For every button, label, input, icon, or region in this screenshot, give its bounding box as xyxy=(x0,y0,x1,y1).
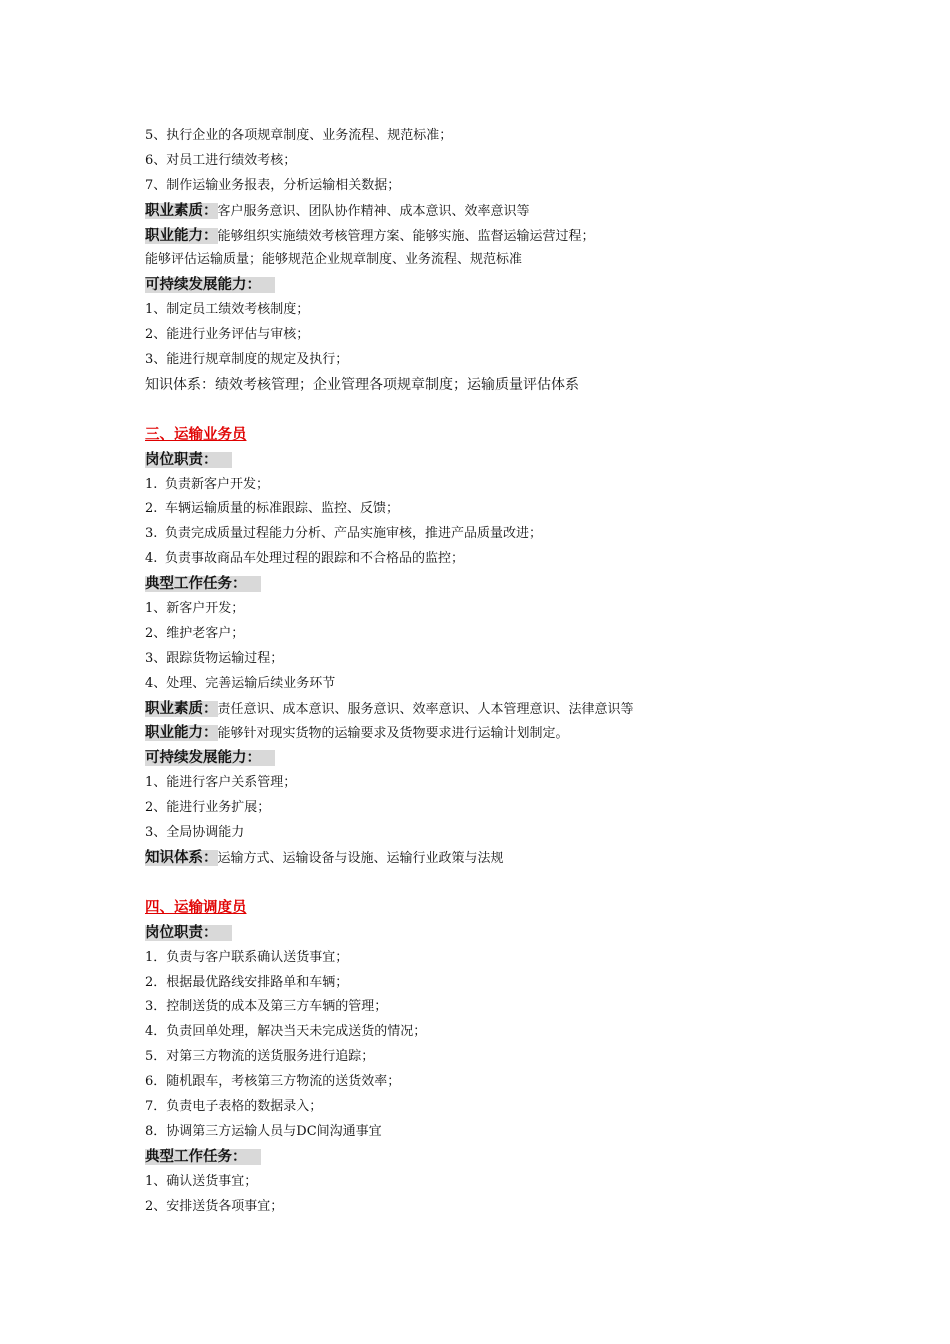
ability-text: 能够组织实施绩效考核管理方案、能够实施、监督运输运营过程； xyxy=(217,228,595,244)
list-item: 6．随机跟车，考核第三方物流的送货效率； xyxy=(145,1074,401,1090)
knowledge-line xyxy=(145,846,845,871)
quality-label: 职业素质： xyxy=(145,700,218,717)
item-number: 4. xyxy=(145,551,158,567)
spacer xyxy=(145,871,845,896)
quality-label: 职业素质： xyxy=(145,202,218,219)
quality-line xyxy=(145,199,845,224)
list-item: 8．协调第三方运输人员与DC间沟通事宜 xyxy=(145,1123,382,1139)
section-4-title: 四、运输调度员 xyxy=(145,899,247,916)
list-item: 7．负责电子表格的数据录入； xyxy=(145,1098,323,1114)
document-page xyxy=(145,124,845,1219)
list-item: 1．负责与客户联系确认送货事宜； xyxy=(145,949,349,965)
list-item: 2、安排送货各项事宜； xyxy=(145,1198,284,1214)
item-number: 3. xyxy=(145,526,158,542)
ability-line xyxy=(145,224,845,249)
ability-line xyxy=(145,721,845,746)
ability-label: 职业能力： xyxy=(145,227,218,244)
list-item: 2、能进行业务评估与审核； xyxy=(145,327,310,343)
sustain-heading xyxy=(145,746,845,771)
quality-text: 责任意识、成本意识、服务意识、效率意识、人本管理意识、法律意识等 xyxy=(217,701,634,717)
list-item: 2、维护老客户； xyxy=(145,625,245,641)
item-text: 负责事故商品车处理过程的跟踪和不合格品的监控； xyxy=(165,551,465,567)
list-item xyxy=(145,473,845,498)
sustain-label: 可持续发展能力： xyxy=(145,277,275,293)
list-item: 3．控制送货的成本及第三方车辆的管理； xyxy=(145,999,388,1015)
list-item: 5、执行企业的各项规章制度、业务流程、规范标准； xyxy=(145,128,453,143)
list-item xyxy=(145,497,845,522)
duty-heading xyxy=(145,448,845,473)
item-number: 2. xyxy=(145,501,158,517)
list-item: 1、确认送货事宜； xyxy=(145,1173,258,1189)
sustain-label: 可持续发展能力： xyxy=(145,750,275,766)
item-text: 车辆运输质量的标准跟踪、监控、反馈； xyxy=(165,501,400,517)
list-item: 1、制定员工绩效考核制度； xyxy=(145,302,310,318)
task-heading xyxy=(145,1145,845,1170)
knowledge-line: 知识体系：绩效考核管理；企业管理各项规章制度；运输质量评估体系 xyxy=(145,376,579,393)
ability-text: 能够针对现实货物的运输要求及货物要求进行运输计划制定。 xyxy=(217,726,569,742)
item-text: 负责新客户开发； xyxy=(165,476,270,492)
list-item xyxy=(145,547,845,572)
list-item: 4．负责回单处理，解决当天未完成送货的情况； xyxy=(145,1024,427,1040)
section-3-title: 三、运输业务员 xyxy=(145,426,247,443)
knowledge-label: 知识体系： xyxy=(145,849,218,866)
list-item: 3、能进行规章制度的规定及执行； xyxy=(145,352,349,368)
item-number: 1. xyxy=(145,476,158,492)
item-text: 负责完成质量过程能力分析、产品实施审核，推进产品质量改进； xyxy=(165,526,543,542)
task-heading xyxy=(145,572,845,597)
duty-label: 岗位职责： xyxy=(145,452,232,468)
list-item: 7、制作运输业务报表，分析运输相关数据； xyxy=(145,177,401,193)
list-item: 5．对第三方物流的送货服务进行追踪； xyxy=(145,1049,375,1065)
sustain-heading xyxy=(145,273,845,298)
list-item: 6、对员工进行绩效考核； xyxy=(145,152,297,168)
duty-heading xyxy=(145,921,845,946)
list-item: 1、新客户开发； xyxy=(145,601,245,617)
task-label: 典型工作任务： xyxy=(145,1149,261,1165)
spacer xyxy=(145,398,845,423)
list-item: 2．根据最优路线安排路单和车辆； xyxy=(145,974,349,990)
knowledge-text: 运输方式、运输设备与设施、运输行业政策与法规 xyxy=(217,850,504,866)
list-item: 3、全局协调能力 xyxy=(145,825,245,841)
task-label: 典型工作任务： xyxy=(145,576,261,592)
list-item: 3、跟踪货物运输过程； xyxy=(145,650,284,666)
list-item: 1、能进行客户关系管理； xyxy=(145,775,297,791)
list-item: 2、能进行业务扩展； xyxy=(145,800,271,816)
duty-label: 岗位职责： xyxy=(145,925,232,941)
ability-continuation: 能够评估运输质量；能够规范企业规章制度、业务流程、规范标准 xyxy=(145,252,523,268)
section-title xyxy=(145,896,845,921)
section-title xyxy=(145,423,845,448)
quality-line xyxy=(145,697,845,722)
ability-label: 职业能力： xyxy=(145,725,218,742)
list-item xyxy=(145,522,845,547)
list-item: 4、处理、完善运输后续业务环节 xyxy=(145,675,336,691)
quality-text: 客户服务意识、团队协作精神、成本意识、效率意识等 xyxy=(217,203,530,219)
